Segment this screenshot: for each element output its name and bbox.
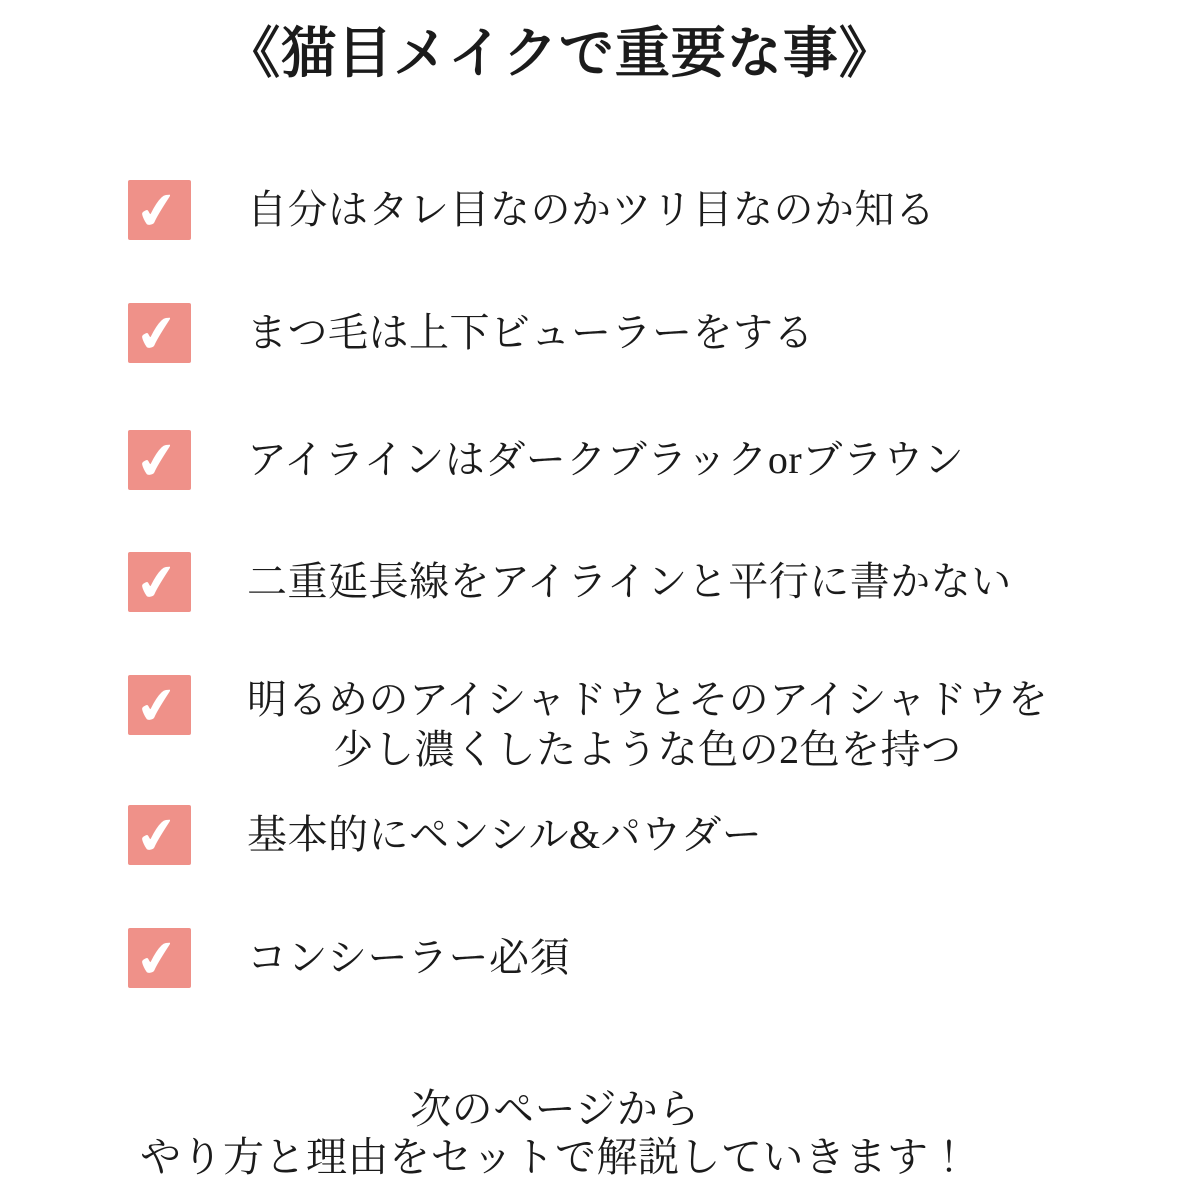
checklist-item [128, 804, 763, 868]
checklist-item [128, 179, 936, 243]
checkbox-checked-icon[interactable] [128, 429, 191, 493]
check-icon: ✔ [131, 927, 182, 991]
check-icon: ✔ [131, 804, 182, 868]
checkbox-checked-icon[interactable] [128, 804, 191, 868]
checklist-item-line: コンシーラー必須 [247, 935, 570, 980]
checklist-item-label [247, 933, 570, 983]
checklist-item-label [247, 185, 936, 235]
footer-line-1: 次のページから [410, 1086, 700, 1132]
page-title: 《猫目メイクで重要な事》 [225, 23, 895, 84]
checklist-item-line: 少し濃くしたような色の2色を持つ [333, 727, 962, 772]
checkbox-checked-icon[interactable] [128, 674, 191, 738]
checklist-item-line: 二重延長線をアイラインと平行に書かない [247, 559, 1012, 604]
checkbox-checked-icon[interactable] [128, 551, 191, 615]
checklist-item-label [247, 557, 1012, 607]
footer-note [0, 1085, 1110, 1181]
footer-line-2: やり方と理由をセットで解説していきます！ [140, 1134, 970, 1180]
checklist-item-label [247, 308, 814, 358]
checklist-item [128, 429, 965, 493]
check-icon: ✔ [131, 674, 182, 738]
check-icon: ✔ [131, 302, 182, 366]
checklist-item-label [247, 675, 1048, 775]
checklist-item [128, 551, 1012, 615]
check-icon: ✔ [131, 179, 182, 243]
check-icon: ✔ [131, 429, 182, 493]
checklist-item-line: 明るめのアイシャドウとそのアイシャドウを [247, 677, 1049, 722]
checkbox-checked-icon[interactable] [128, 927, 191, 991]
checklist-item-label [247, 810, 762, 860]
check-icon: ✔ [131, 551, 182, 615]
checklist-item-line: アイラインはダークブラックorブラウン [247, 437, 965, 482]
checklist-item [128, 675, 1048, 775]
checklist-item-line: 自分はタレ目なのかツリ目なのか知る [247, 187, 936, 232]
checklist-item-label [247, 435, 964, 485]
checklist-item [128, 302, 814, 366]
checklist-item [128, 927, 570, 991]
checkbox-checked-icon[interactable] [128, 302, 191, 366]
checkbox-checked-icon[interactable] [128, 179, 191, 243]
checklist-item-line: 基本的にペンシル&パウダー [247, 812, 763, 857]
checklist-item-line: まつ毛は上下ビューラーをする [247, 310, 814, 355]
